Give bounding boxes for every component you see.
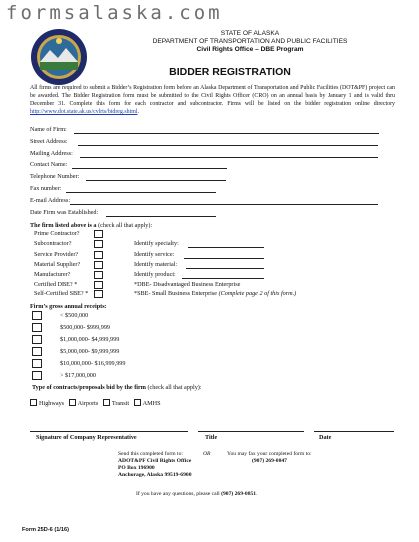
established-field[interactable]: [106, 216, 216, 217]
form-title: BIDDER REGISTRATION: [169, 66, 291, 78]
receipts-option-5: $10,000,000- $16,999,999: [60, 360, 126, 367]
identify-service-field[interactable]: [184, 258, 264, 259]
street-address-label: Street Address:: [30, 138, 68, 145]
contracts-options: [30, 399, 161, 408]
office-name: Civil Rights Office – DBE Program: [196, 46, 304, 53]
service-provider-label: Service Provider?: [34, 251, 79, 258]
prime-contractor-label: Prime Contractor?: [34, 230, 80, 237]
state-seal-icon: [30, 28, 88, 86]
receipts-option-6: > $17,000,000: [60, 372, 96, 379]
receipts-option-1: < $500,000: [60, 312, 89, 319]
receipts-checkbox-3[interactable]: [32, 335, 42, 344]
po-box: PO Box 196900: [118, 465, 155, 471]
receipts-checkbox-4[interactable]: [32, 347, 42, 356]
airports-checkbox[interactable]: [69, 399, 76, 406]
intro-text: All firms are required to submit a Bidder’s Registration form before an Alaska Department of Transportation and Public Facilities (DOT&PF) project can be awarded. The Bidder Registration form must be submitted to the Civil Rights Officer (CRO) on an annual basis by January 1 and is valid thru December 31. Complete this form for each contractor and subcontractor. Firms will be listed on the bidder registration online directory: [30, 85, 395, 107]
directory-link[interactable]: http://www.dot.state.ak.us/cvlrts/bidreg.shtml: [30, 109, 138, 115]
telephone-field[interactable]: [86, 180, 226, 181]
signature-field[interactable]: [30, 431, 188, 432]
form-number: Form 25D-6 (1/16): [22, 527, 69, 533]
office-address-name: ADOT&PF Civil Rights Office: [118, 458, 192, 464]
identify-product-field[interactable]: [182, 278, 264, 279]
airports-label: Airports: [77, 400, 99, 407]
intro-end: .: [137, 109, 139, 115]
self-certified-sbe-label: Self-Certified SBE? *: [34, 290, 89, 297]
questions-line: [136, 491, 258, 498]
established-label: Date Firm was Established:: [30, 209, 99, 216]
certified-dbe-checkbox[interactable]: [94, 281, 103, 289]
identify-service-label: Identify service:: [134, 251, 175, 258]
firm-name-label: Name of Firm:: [30, 126, 67, 133]
questions-end: .: [256, 491, 258, 497]
watermark: formsalaska.com: [6, 2, 223, 24]
firm-name-field[interactable]: [74, 133, 379, 134]
sbe-note-text: *SBE- Small Business Enterprise: [134, 290, 219, 297]
manufacturer-checkbox[interactable]: [94, 271, 103, 279]
receipts-checkbox-5[interactable]: [32, 359, 42, 368]
identify-specialty-field[interactable]: [188, 247, 264, 248]
contracts-heading-rest: (check all that apply):: [145, 384, 202, 391]
email-label: E-mail Address:: [30, 197, 71, 204]
questions-phone: (907) 269-0851: [221, 491, 257, 497]
contact-name-label: Contact Name:: [30, 161, 68, 168]
email-field[interactable]: [70, 204, 378, 205]
receipts-option-4: $5,000,000- $9,999,999: [60, 348, 120, 355]
receipts-heading: Firm’s gross annual receipts:: [30, 303, 107, 310]
dbe-note: *DBE- Disadvantaged Business Enterprise: [134, 281, 241, 288]
sbe-note-italic: (Complete page 2 of this form.): [218, 290, 297, 297]
identify-material-label: Identify material:: [134, 261, 178, 268]
fax-label: Fax number:: [30, 185, 62, 192]
identify-product-label: Identify product:: [134, 271, 176, 278]
prime-contractor-checkbox[interactable]: [94, 230, 103, 238]
fax-instruction: You may fax your completed form to:: [227, 451, 312, 457]
identify-specialty-label: Identify specialty:: [134, 240, 179, 247]
material-supplier-checkbox[interactable]: [94, 261, 103, 269]
intro-paragraph: [30, 84, 395, 116]
fax-number: (907) 269-0847: [252, 458, 287, 464]
mailing-address-field[interactable]: [80, 157, 378, 158]
receipts-option-3: $1,000,000- $4,999,999: [60, 336, 120, 343]
contracts-heading: [32, 384, 202, 392]
date-field[interactable]: [314, 431, 394, 432]
subcontractor-label: Subcontractor?: [34, 240, 72, 247]
material-supplier-label: Material Supplier?: [34, 261, 81, 268]
telephone-label: Telephone Number:: [30, 173, 80, 180]
questions-text: If you have any questions, please call: [136, 491, 222, 497]
firm-type-heading-rest: (check all that apply):: [96, 222, 153, 229]
title-label: Title: [205, 434, 218, 441]
title-field[interactable]: [198, 431, 304, 432]
certified-dbe-label: Certified DBE? *: [34, 281, 78, 288]
signature-label: Signature of Company Representative: [36, 434, 137, 441]
subcontractor-checkbox[interactable]: [94, 240, 103, 248]
street-address-field[interactable]: [78, 145, 378, 146]
or-label: OR: [203, 451, 211, 457]
self-certified-sbe-checkbox[interactable]: [94, 290, 103, 298]
highways-label: Highways: [39, 400, 65, 407]
receipts-checkbox-1[interactable]: [32, 311, 42, 320]
manufacturer-label: Manufacturer?: [34, 271, 71, 278]
fax-field[interactable]: [66, 192, 216, 193]
contracts-heading-bold: Type of contracts/proposals bid by the firm: [32, 384, 146, 391]
city-state-zip: Anchorage, Alaska 99519-6900: [118, 472, 192, 478]
contact-name-field[interactable]: [72, 168, 227, 169]
service-provider-checkbox[interactable]: [94, 251, 103, 259]
amhs-checkbox[interactable]: [134, 399, 141, 406]
amhs-label: AMHS: [142, 400, 161, 407]
send-to-label: Send this completed form to:: [118, 451, 183, 457]
firm-type-heading-bold: The firm listed above is a: [30, 222, 97, 229]
mailing-address-label: Mailing Address:: [30, 150, 73, 157]
state-name: STATE OF ALASKA: [220, 30, 280, 37]
sbe-note: [134, 290, 296, 298]
transit-checkbox[interactable]: [103, 399, 110, 406]
date-label: Date: [319, 434, 332, 441]
firm-type-heading: [30, 222, 152, 230]
highways-checkbox[interactable]: [30, 399, 37, 406]
department-name: DEPARTMENT OF TRANSPORTATION AND PUBLIC FACILITIES: [152, 38, 348, 45]
transit-label: Transit: [111, 400, 130, 407]
receipts-option-2: $500,000- $999,999: [60, 324, 111, 331]
receipts-checkbox-2[interactable]: [32, 323, 42, 332]
receipts-checkbox-6[interactable]: [32, 371, 42, 380]
identify-material-field[interactable]: [186, 268, 264, 269]
